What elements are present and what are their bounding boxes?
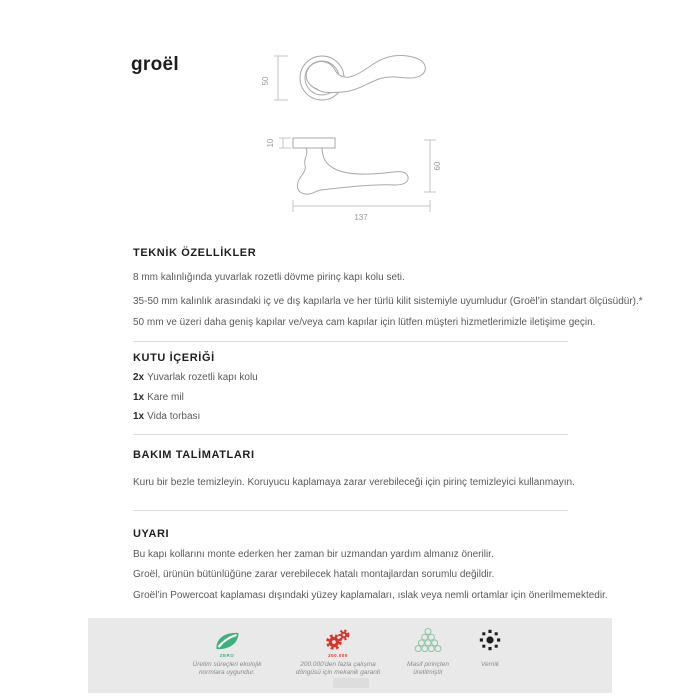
dim-label-length: 137 <box>354 213 368 222</box>
badge-caption-line: Üretim süreçleri ekolojik <box>192 661 262 668</box>
box-content-item-3 <box>133 411 200 423</box>
dim-label-height-side: 60 <box>433 161 442 171</box>
lever-side <box>297 148 408 194</box>
badge-warranty <box>296 628 380 677</box>
badge-label: ZERO <box>219 653 235 658</box>
care-instructions-paragraph: Kuru bir bezle temizleyin. Koruyucu kaplamaya zarar verebileceği için pirinç temizleyici kullanmayın. <box>133 477 575 488</box>
badge-caption-line: Masif pirinçten <box>407 661 449 668</box>
scroll-indicator <box>333 678 369 688</box>
badge-caption-line: döngüsü için mekanik garanti <box>295 669 381 676</box>
dim-label-thickness: 10 <box>266 138 275 148</box>
varnish-icon <box>479 628 501 652</box>
handle-front-view-drawing <box>255 45 455 115</box>
warning-paragraph-2: Groël, ürünün bütünlüğüne zarar verebilecek hatalı montajlardan sorumlu değildir. <box>133 569 495 580</box>
eco-leaf-icon <box>213 628 241 652</box>
item-qty: 1x <box>133 392 145 403</box>
section-divider <box>133 434 568 435</box>
care-instructions-heading: BAKIM TALİMATLARI <box>133 449 255 461</box>
badge-caption-line: Vernik <box>480 661 500 668</box>
dimension-line-10 <box>279 138 291 148</box>
item-label: Yuvarlak rozetli kapı kolu <box>147 372 258 383</box>
item-label: Kare mil <box>147 392 184 403</box>
badge-varnish <box>479 628 501 669</box>
badge-solid-brass <box>407 628 449 677</box>
technical-specs-paragraph-2: 35-50 mm kalınlık arasındaki iç ve dış kapılarla ve her türlü kilit sistemiyle uyumludur (Groël’in standart ölçüsüdür).* <box>133 296 643 307</box>
section-divider <box>133 341 568 342</box>
brand-logo: groël <box>131 54 179 75</box>
rosette-side <box>293 138 335 148</box>
item-qty: 1x <box>133 411 145 422</box>
section-divider <box>133 510 568 511</box>
dim-label-height: 50 <box>261 76 270 86</box>
technical-specs-paragraph-3: 50 mm ve üzeri daha geniş kapılar ve/veya cam kapılar için lütfen müşteri hizmetlerimizle iletişime geçin. <box>133 317 596 328</box>
handle-side-view-drawing <box>255 130 455 225</box>
badge-eco <box>193 628 262 677</box>
warning-paragraph-1: Bu kapı kollarını monte ederken her zaman bir uzmandan yardım almanız önerilir. <box>133 549 494 560</box>
solid-brass-icon <box>413 628 443 652</box>
dimension-line-50 <box>274 56 288 100</box>
warning-heading: UYARI <box>133 528 170 540</box>
badge-caption-line: 200.000’den fazla çalışma <box>300 661 376 668</box>
badge-caption-line: normlara uygundur. <box>198 669 256 676</box>
warning-paragraph-3: Groël’in Powercoat kaplaması dışındaki yüzey kaplamaları, ıslak veya nemli ortamlar için önerilmemektedir. <box>133 590 608 601</box>
box-content-item-2 <box>133 392 184 404</box>
box-contents-heading: KUTU İÇERİĞİ <box>133 352 215 364</box>
badge-label: 200.000 <box>328 653 348 658</box>
technical-specs-paragraph-1: 8 mm kalınlığında yuvarlak rozetli dövme pirinç kapı kolu seti. <box>133 272 405 283</box>
badge-caption-line: üretilmiştir <box>413 669 443 676</box>
gears-icon <box>323 628 353 652</box>
item-qty: 2x <box>133 372 145 383</box>
item-label: Vida torbası <box>147 411 201 422</box>
technical-specs-heading: TEKNİK ÖZELLİKLER <box>133 247 257 259</box>
box-content-item-1 <box>133 372 258 384</box>
dimension-line-137 <box>293 200 430 212</box>
